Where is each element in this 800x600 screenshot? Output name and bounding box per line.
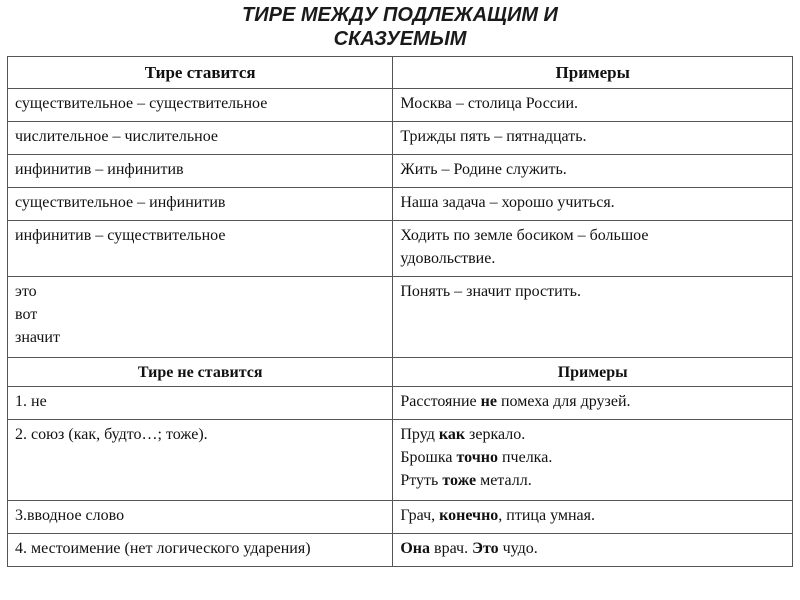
- section2-header-right: Примеры: [393, 358, 793, 387]
- example-text: металл.: [476, 472, 532, 489]
- example-text: Ртуть: [400, 472, 443, 489]
- table-row: [8, 387, 793, 420]
- example-cell: [393, 534, 793, 567]
- particles-cell: [8, 277, 393, 358]
- example-cell: Жить – Родине служить.: [393, 155, 793, 188]
- title-line-1: ТИРЕ МЕЖДУ ПОДЛЕЖАЩИМ И: [242, 4, 558, 26]
- table-row: [8, 420, 793, 501]
- table-row: [8, 277, 793, 358]
- table-row: [8, 155, 793, 188]
- rule-cell: числительное – числительное: [8, 122, 393, 155]
- keyword: тоже: [442, 472, 477, 489]
- particle-word: значит: [15, 329, 60, 346]
- rules-table: [7, 56, 793, 567]
- example-cell: Наша задача – хорошо учиться.: [393, 188, 793, 221]
- particle-word: это: [15, 283, 37, 300]
- section1-header-left: Тире ставится: [8, 57, 393, 89]
- example-cell: Трижды пять – пятнадцать.: [393, 122, 793, 155]
- example-cell: Москва – столица России.: [393, 89, 793, 122]
- example-cell: [393, 221, 793, 277]
- keyword: не: [480, 393, 497, 410]
- example-line: [400, 446, 785, 469]
- rule-cell: инфинитив – существительное: [8, 221, 393, 277]
- example-cell: [393, 501, 793, 534]
- section1-header-row: [8, 57, 793, 89]
- example-text: Расстояние: [400, 393, 481, 410]
- particle-word: вот: [15, 306, 38, 323]
- table-row: [8, 188, 793, 221]
- title-line-2: СКАЗУЕМЫМ: [333, 28, 467, 50]
- section2-header-left: Тире не ставится: [8, 358, 393, 387]
- page-title: [0, 0, 800, 51]
- rule-cell: 4. местоимение (нет логического ударения): [8, 534, 393, 567]
- example-line: удовольствие.: [400, 250, 496, 267]
- section2-header-row: [8, 358, 793, 387]
- rule-cell: 1. не: [8, 387, 393, 420]
- example-text: Грач,: [400, 507, 440, 524]
- example-line: [400, 469, 785, 492]
- example-cell: [393, 420, 793, 501]
- example-cell: [393, 387, 793, 420]
- example-text: , птица умная.: [498, 507, 595, 524]
- rule-cell: инфинитив – инфинитив: [8, 155, 393, 188]
- rule-cell: 3.вводное слово: [8, 501, 393, 534]
- table-row: [8, 221, 793, 277]
- keyword: точно: [456, 449, 498, 466]
- example-text: помеха для друзей.: [496, 393, 631, 410]
- example-line: Ходить по земле босиком – большое: [400, 227, 649, 244]
- example-text: врач.: [430, 540, 473, 557]
- keyword: конечно: [439, 507, 499, 524]
- keyword: Это: [472, 540, 499, 557]
- example-text: Пруд: [400, 426, 439, 443]
- example-text: чудо.: [498, 540, 538, 557]
- table-row: [8, 89, 793, 122]
- example-text: Брошка: [400, 449, 457, 466]
- keyword: Она: [400, 540, 431, 557]
- example-cell: Понять – значит простить.: [393, 277, 793, 358]
- rule-cell: существительное – существительное: [8, 89, 393, 122]
- table-row: [8, 534, 793, 567]
- rule-cell: 2. союз (как, будто…; тоже).: [8, 420, 393, 501]
- keyword: как: [438, 426, 466, 443]
- example-text: зеркало.: [465, 426, 526, 443]
- table-row: [8, 122, 793, 155]
- example-text: пчелка.: [497, 449, 553, 466]
- table-row: [8, 501, 793, 534]
- rule-cell: существительное – инфинитив: [8, 188, 393, 221]
- example-line: [400, 423, 785, 446]
- section1-header-right: Примеры: [393, 57, 793, 89]
